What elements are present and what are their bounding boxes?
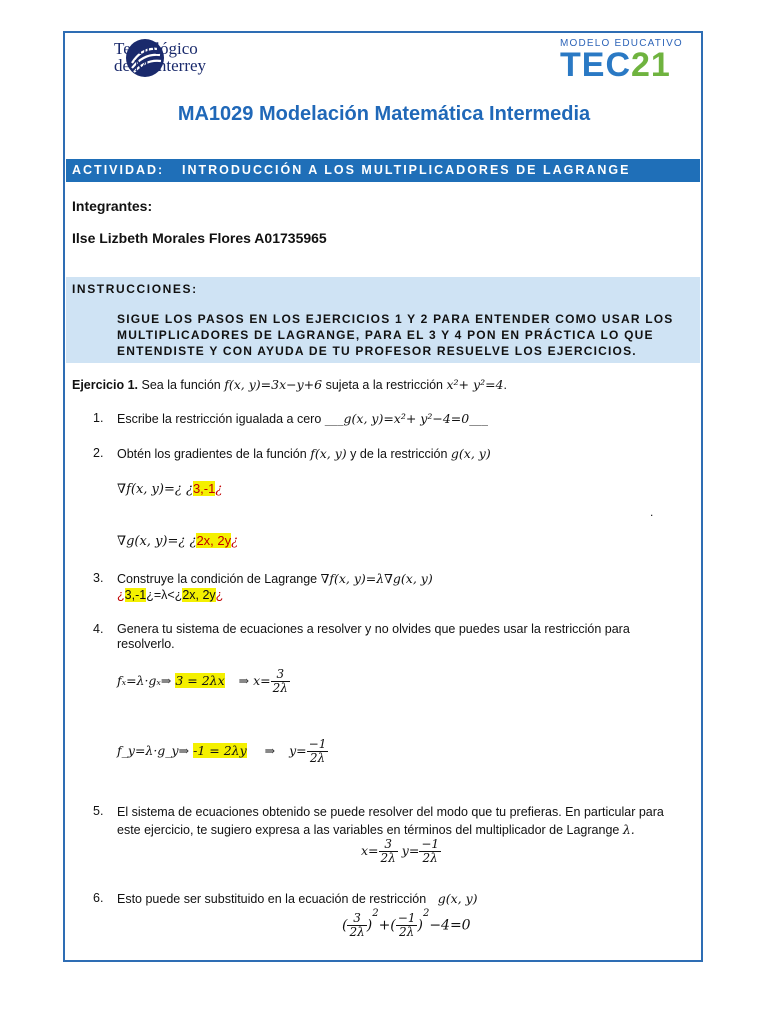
gradient-f-tail: ¿ bbox=[215, 482, 223, 497]
instructions-line: MULTIPLICADORES DE LAGRANGE, PARA EL 3 Y 4 PON EN PRÁCTICA LO QUE bbox=[117, 328, 654, 342]
numerator: 3 bbox=[379, 838, 398, 852]
sol-y: y= bbox=[401, 843, 420, 858]
exercise-intro: Sea la función bbox=[141, 378, 221, 392]
step-4 bbox=[117, 622, 677, 652]
paren: ( bbox=[342, 917, 348, 934]
eq-fx-result: x= bbox=[253, 673, 271, 688]
implies-arrow: ⇒ bbox=[238, 673, 250, 688]
exponent: 2 bbox=[422, 907, 430, 919]
step-text: este ejercicio, te sugiero expresa a las variables en términos del multiplicador de Lagrange bbox=[117, 823, 620, 837]
lambda-symbol: λ. bbox=[622, 822, 635, 837]
eq-fy-result: y= bbox=[289, 743, 307, 758]
solution-xy bbox=[361, 838, 441, 865]
lagrange-sym: ¿ bbox=[117, 588, 125, 602]
fraction bbox=[307, 738, 329, 765]
numerator: 3 bbox=[271, 668, 290, 682]
fraction bbox=[379, 838, 398, 865]
step-text: resolverlo. bbox=[117, 637, 175, 651]
members-label: Integrantes: bbox=[72, 198, 153, 214]
exercise-intro-b: sujeta a la restricción bbox=[325, 378, 444, 392]
numerator: −1 bbox=[421, 837, 440, 851]
fraction bbox=[396, 912, 418, 939]
model-label: MODELO EDUCATIVO bbox=[560, 38, 683, 49]
denominator: 2λ bbox=[398, 925, 415, 939]
denominator: 2λ bbox=[309, 751, 326, 765]
step-text: El sistema de ecuaciones obtenido se puede resolver del modo que tu prefieras. En particular para bbox=[117, 805, 664, 819]
fraction bbox=[271, 668, 290, 695]
instructions-line: ENTENDISTE Y CON AYUDA DE TU PROFESOR RESUELVE LOS EJERCICIOS. bbox=[117, 344, 637, 358]
step-text: y de la restricción bbox=[350, 447, 448, 461]
step-number: 2. bbox=[93, 446, 104, 460]
lagrange-values bbox=[117, 588, 223, 602]
step-5 bbox=[117, 804, 697, 839]
paren: ) bbox=[417, 917, 423, 934]
paren: ) bbox=[366, 917, 373, 934]
implies-arrow: ⇒ bbox=[264, 743, 276, 758]
lagrange-sym: ¿ bbox=[215, 588, 224, 602]
exercise-heading: Ejercicio 1. bbox=[72, 378, 139, 392]
step-text: Esto puede ser substituido en la ecuación de restricción bbox=[117, 892, 427, 906]
gradient-g-value: 2x, 2y bbox=[196, 533, 232, 548]
equation-tail: −4=0 bbox=[429, 917, 471, 934]
eq-fx-highlight: 3 = 2λx bbox=[175, 673, 225, 688]
step-text: Construye la condición de Lagrange bbox=[117, 572, 318, 586]
step-expr: g(x, y) bbox=[437, 891, 478, 906]
step-number: 6. bbox=[93, 891, 104, 905]
substitution-equation bbox=[342, 907, 471, 939]
step-2 bbox=[117, 446, 491, 461]
eq-fy-lhs: f_y=λ·g_y⇒ bbox=[117, 743, 190, 758]
plus-paren: +( bbox=[378, 917, 396, 934]
step-number: 5. bbox=[93, 804, 104, 818]
equation-fy bbox=[117, 738, 328, 765]
gradient-f bbox=[117, 481, 222, 497]
exercise-statement bbox=[72, 377, 507, 392]
step-3 bbox=[117, 571, 433, 586]
denominator: 2λ bbox=[380, 851, 396, 865]
equation-fx bbox=[117, 668, 290, 695]
institution-line2: de Monterrey bbox=[114, 56, 207, 75]
step-expr: g(x, y) bbox=[450, 446, 491, 461]
institution-line1: Tecnológico bbox=[114, 39, 198, 58]
fraction bbox=[419, 838, 441, 865]
numerator: −1 bbox=[308, 737, 327, 751]
sol-x: x= bbox=[361, 843, 379, 858]
objective-function: f(x, y)=3x−y+6 bbox=[224, 377, 323, 392]
step-text: Genera tu sistema de ecuaciones a resolver y no olvides que puedes usar la restricción para bbox=[117, 622, 630, 636]
gradient-g-lhs: ∇g(x, y)=¿ ¿ bbox=[117, 534, 197, 549]
step-6 bbox=[117, 891, 478, 906]
fraction bbox=[347, 912, 366, 939]
step-number: 3. bbox=[93, 571, 104, 585]
page-title: MA1029 Modelación Matemática Intermedia bbox=[177, 103, 591, 125]
tec-number: 21 bbox=[631, 46, 671, 84]
step-expr: f(x, y) bbox=[310, 446, 347, 461]
lagrange-v1: 3,-1 bbox=[124, 588, 147, 602]
instructions-line: SIGUE LOS PASOS EN LOS EJERCICIOS 1 Y 2 PARA ENTENDER COMO USAR LOS bbox=[117, 312, 674, 326]
denominator: 2λ bbox=[272, 681, 288, 695]
instructions-label: INSTRUCCIONES: bbox=[72, 282, 198, 296]
denominator: 2λ bbox=[349, 925, 365, 939]
step-1 bbox=[117, 411, 488, 426]
activity-banner bbox=[66, 159, 700, 182]
eq-fx-lhs: fₓ=λ·gₓ⇒ bbox=[117, 673, 172, 688]
lagrange-condition: ∇f(x, y)=λ∇g(x, y) bbox=[320, 571, 433, 586]
exponent: 2 bbox=[372, 907, 379, 919]
statement-end: . bbox=[503, 378, 507, 392]
eq-fy-highlight: -1 = 2λy bbox=[193, 743, 247, 758]
numerator: 3 bbox=[347, 912, 366, 926]
tec21-logo bbox=[560, 48, 671, 82]
instructions-text bbox=[117, 311, 697, 359]
step-text: Escribe la restricción igualada a cero bbox=[117, 412, 322, 426]
stray-mark: . bbox=[650, 505, 654, 519]
lagrange-v2: 2x, 2y bbox=[182, 588, 216, 602]
student-name: Ilse Lizbeth Morales Flores A01735965 bbox=[72, 230, 327, 246]
step-number: 1. bbox=[93, 411, 104, 425]
tec-text: TEC bbox=[560, 46, 631, 84]
gradient-f-value: 3,-1 bbox=[192, 481, 216, 496]
gradient-g bbox=[117, 533, 238, 549]
lagrange-mid: ¿=λ<¿ bbox=[146, 588, 183, 602]
numerator: −1 bbox=[397, 911, 416, 925]
institution-name bbox=[114, 40, 206, 74]
step-1-answer: ___g(x, y)=x²+ y²−4=0___ bbox=[324, 411, 488, 426]
gradient-f-lhs: ∇f(x, y)=¿ ¿ bbox=[117, 482, 193, 497]
gradient-g-tail: ¿ bbox=[231, 534, 239, 549]
constraint-expression: x²+ y²=4 bbox=[446, 377, 504, 392]
step-text: Obtén los gradientes de la función bbox=[117, 447, 307, 461]
step-number: 4. bbox=[93, 622, 104, 636]
denominator: 2λ bbox=[422, 851, 438, 865]
activity-name: INTRODUCCIÓN A LOS MULTIPLICADORES DE LAGRANGE bbox=[182, 163, 631, 177]
activity-label: ACTIVIDAD: bbox=[72, 163, 165, 177]
